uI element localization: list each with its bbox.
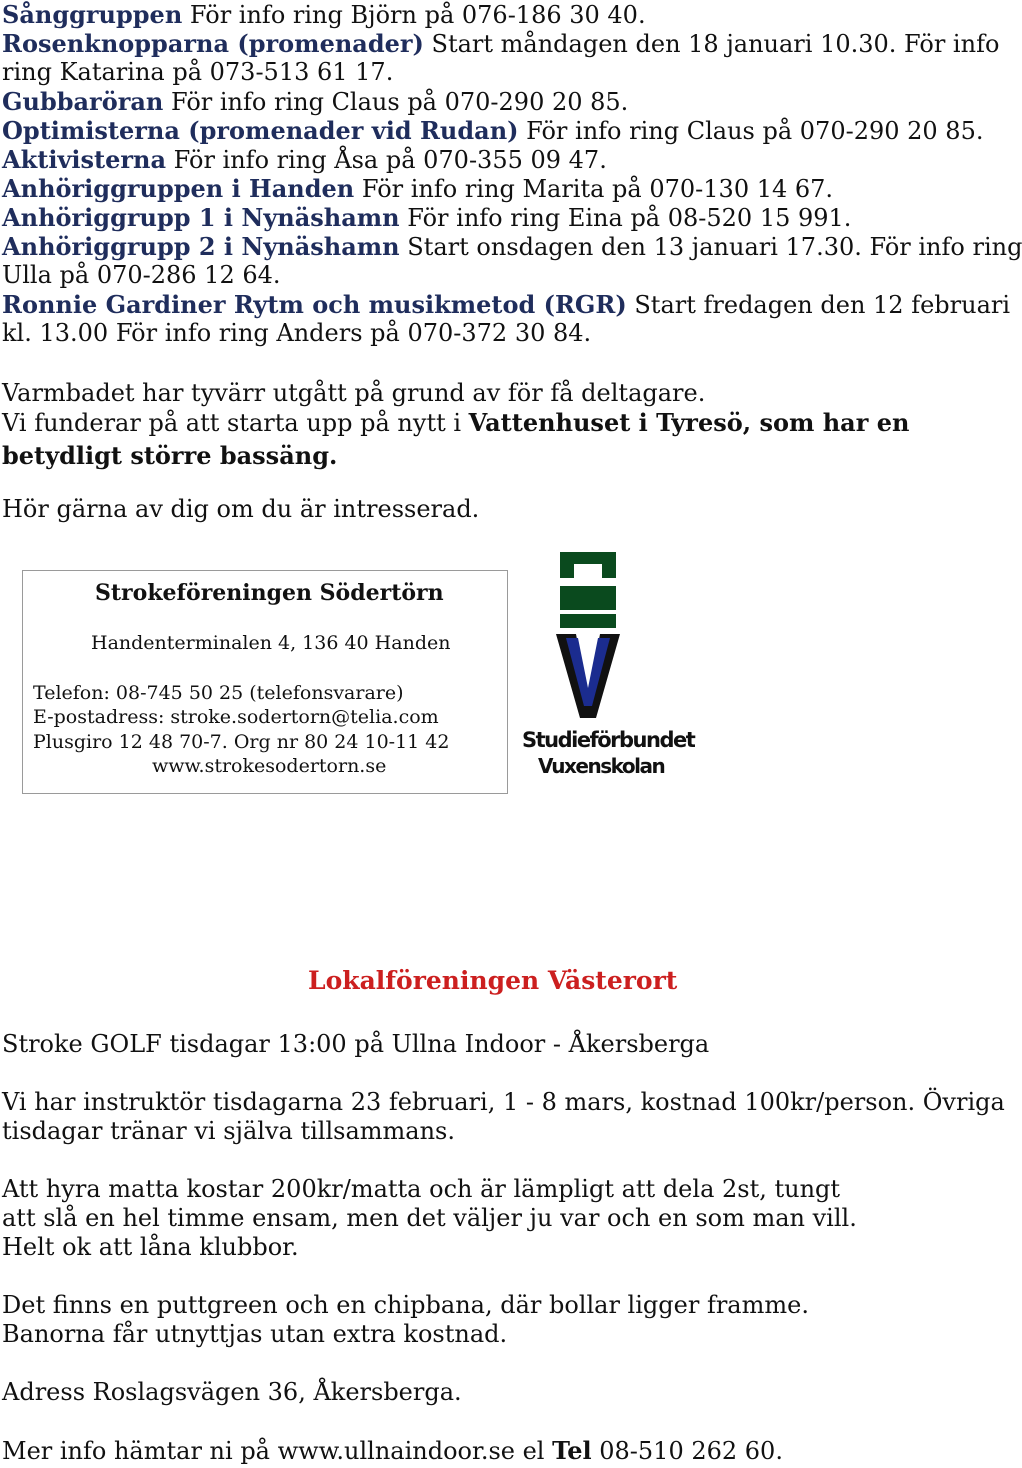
list-item: Optimisterna (promenader vid Rudan) För info ring Claus på 070-290 20 85. xyxy=(2,116,984,145)
paragraph: Vi har instruktör tisdagarna 23 februari, 1 - 8 mars, kostnad 100kr/person. Övriga xyxy=(2,1088,1005,1116)
box-address: Handenterminalen 4, 136 40 Handen xyxy=(91,632,451,654)
box-email: E-postadress: stroke.sodertorn@telia.com xyxy=(33,706,439,728)
logo-text-2: Vuxenskolan xyxy=(538,754,665,778)
logo-text-1: Studieförbundet xyxy=(522,728,695,752)
paragraph: Mer info hämtar ni på www.ullnaindoor.se el Tel 08-510 262 60. xyxy=(2,1436,783,1465)
paragraph: Att hyra matta kostar 200kr/matta och är lämpligt att dela 2st, tungt xyxy=(2,1175,841,1203)
bath-line-4: Hör gärna av dig om du är intresserad. xyxy=(2,495,480,523)
paragraph: Stroke GOLF tisdagar 13:00 på Ullna Indoor - Åkersberga xyxy=(2,1030,710,1058)
paragraph: tisdagar tränar vi själva tillsammans. xyxy=(2,1117,455,1145)
bath-line-1: Varmbadet har tyvärr utgått på grund av för få deltagare. xyxy=(2,379,706,407)
box-website: www.strokesodertorn.se xyxy=(152,755,387,777)
vuxenskolan-logo xyxy=(518,550,695,785)
list-item: Anhöriggrupp 1 i Nynäshamn För info ring Eina på 08-520 15 991. xyxy=(2,203,852,232)
svensk-logo-mark-icon xyxy=(518,550,658,725)
paragraph: Adress Roslagsvägen 36, Åkersberga. xyxy=(2,1378,462,1406)
paragraph: Banorna får utnyttjas utan extra kostnad. xyxy=(2,1320,508,1348)
bath-line-2: Vi funderar på att starta upp på nytt i Vattenhuset i Tyresö, som har en xyxy=(2,408,910,437)
paragraph: Det finns en puttgreen och en chipbana, där bollar ligger framme. xyxy=(2,1291,809,1319)
list-item: Sånggruppen För info ring Björn på 076-186 30 40. xyxy=(2,0,646,29)
list-item: Anhöriggruppen i Handen För info ring Marita på 070-130 14 67. xyxy=(2,174,834,203)
list-item: ring Katarina på 073-513 61 17. xyxy=(2,58,394,86)
list-item: kl. 13.00 För info ring Anders på 070-372 30 84. xyxy=(2,319,592,347)
paragraph: att slå en hel timme ensam, men det väljer ju var och en som man vill. xyxy=(2,1204,857,1232)
box-phone: Telefon: 08-745 50 25 (telefonsvarare) xyxy=(33,682,404,704)
list-item: Rosenknopparna (promenader) Start måndagen den 18 januari 10.30. För info xyxy=(2,29,1000,58)
list-item: Gubbaröran För info ring Claus på 070-290 20 85. xyxy=(2,87,629,116)
list-item: Anhöriggrupp 2 i Nynäshamn Start onsdagen den 13 januari 17.30. För info ring xyxy=(2,232,1022,261)
box-title: Strokeföreningen Södertörn xyxy=(95,580,444,606)
paragraph: Helt ok att låna klubbor. xyxy=(2,1233,299,1261)
bath-line-3: betydligt större bassäng. xyxy=(2,441,338,470)
contact-box xyxy=(22,570,508,794)
section-heading: Lokalföreningen Västerort xyxy=(308,966,678,995)
list-item: Aktivisterna För info ring Åsa på 070-355 09 47. xyxy=(2,145,607,174)
list-item: Ronnie Gardiner Rytm och musikmetod (RGR) Start fredagen den 12 februari xyxy=(2,290,1011,319)
list-item: Ulla på 070-286 12 64. xyxy=(2,261,281,289)
box-giro: Plusgiro 12 48 70-7. Org nr 80 24 10-11 42 xyxy=(33,731,450,753)
